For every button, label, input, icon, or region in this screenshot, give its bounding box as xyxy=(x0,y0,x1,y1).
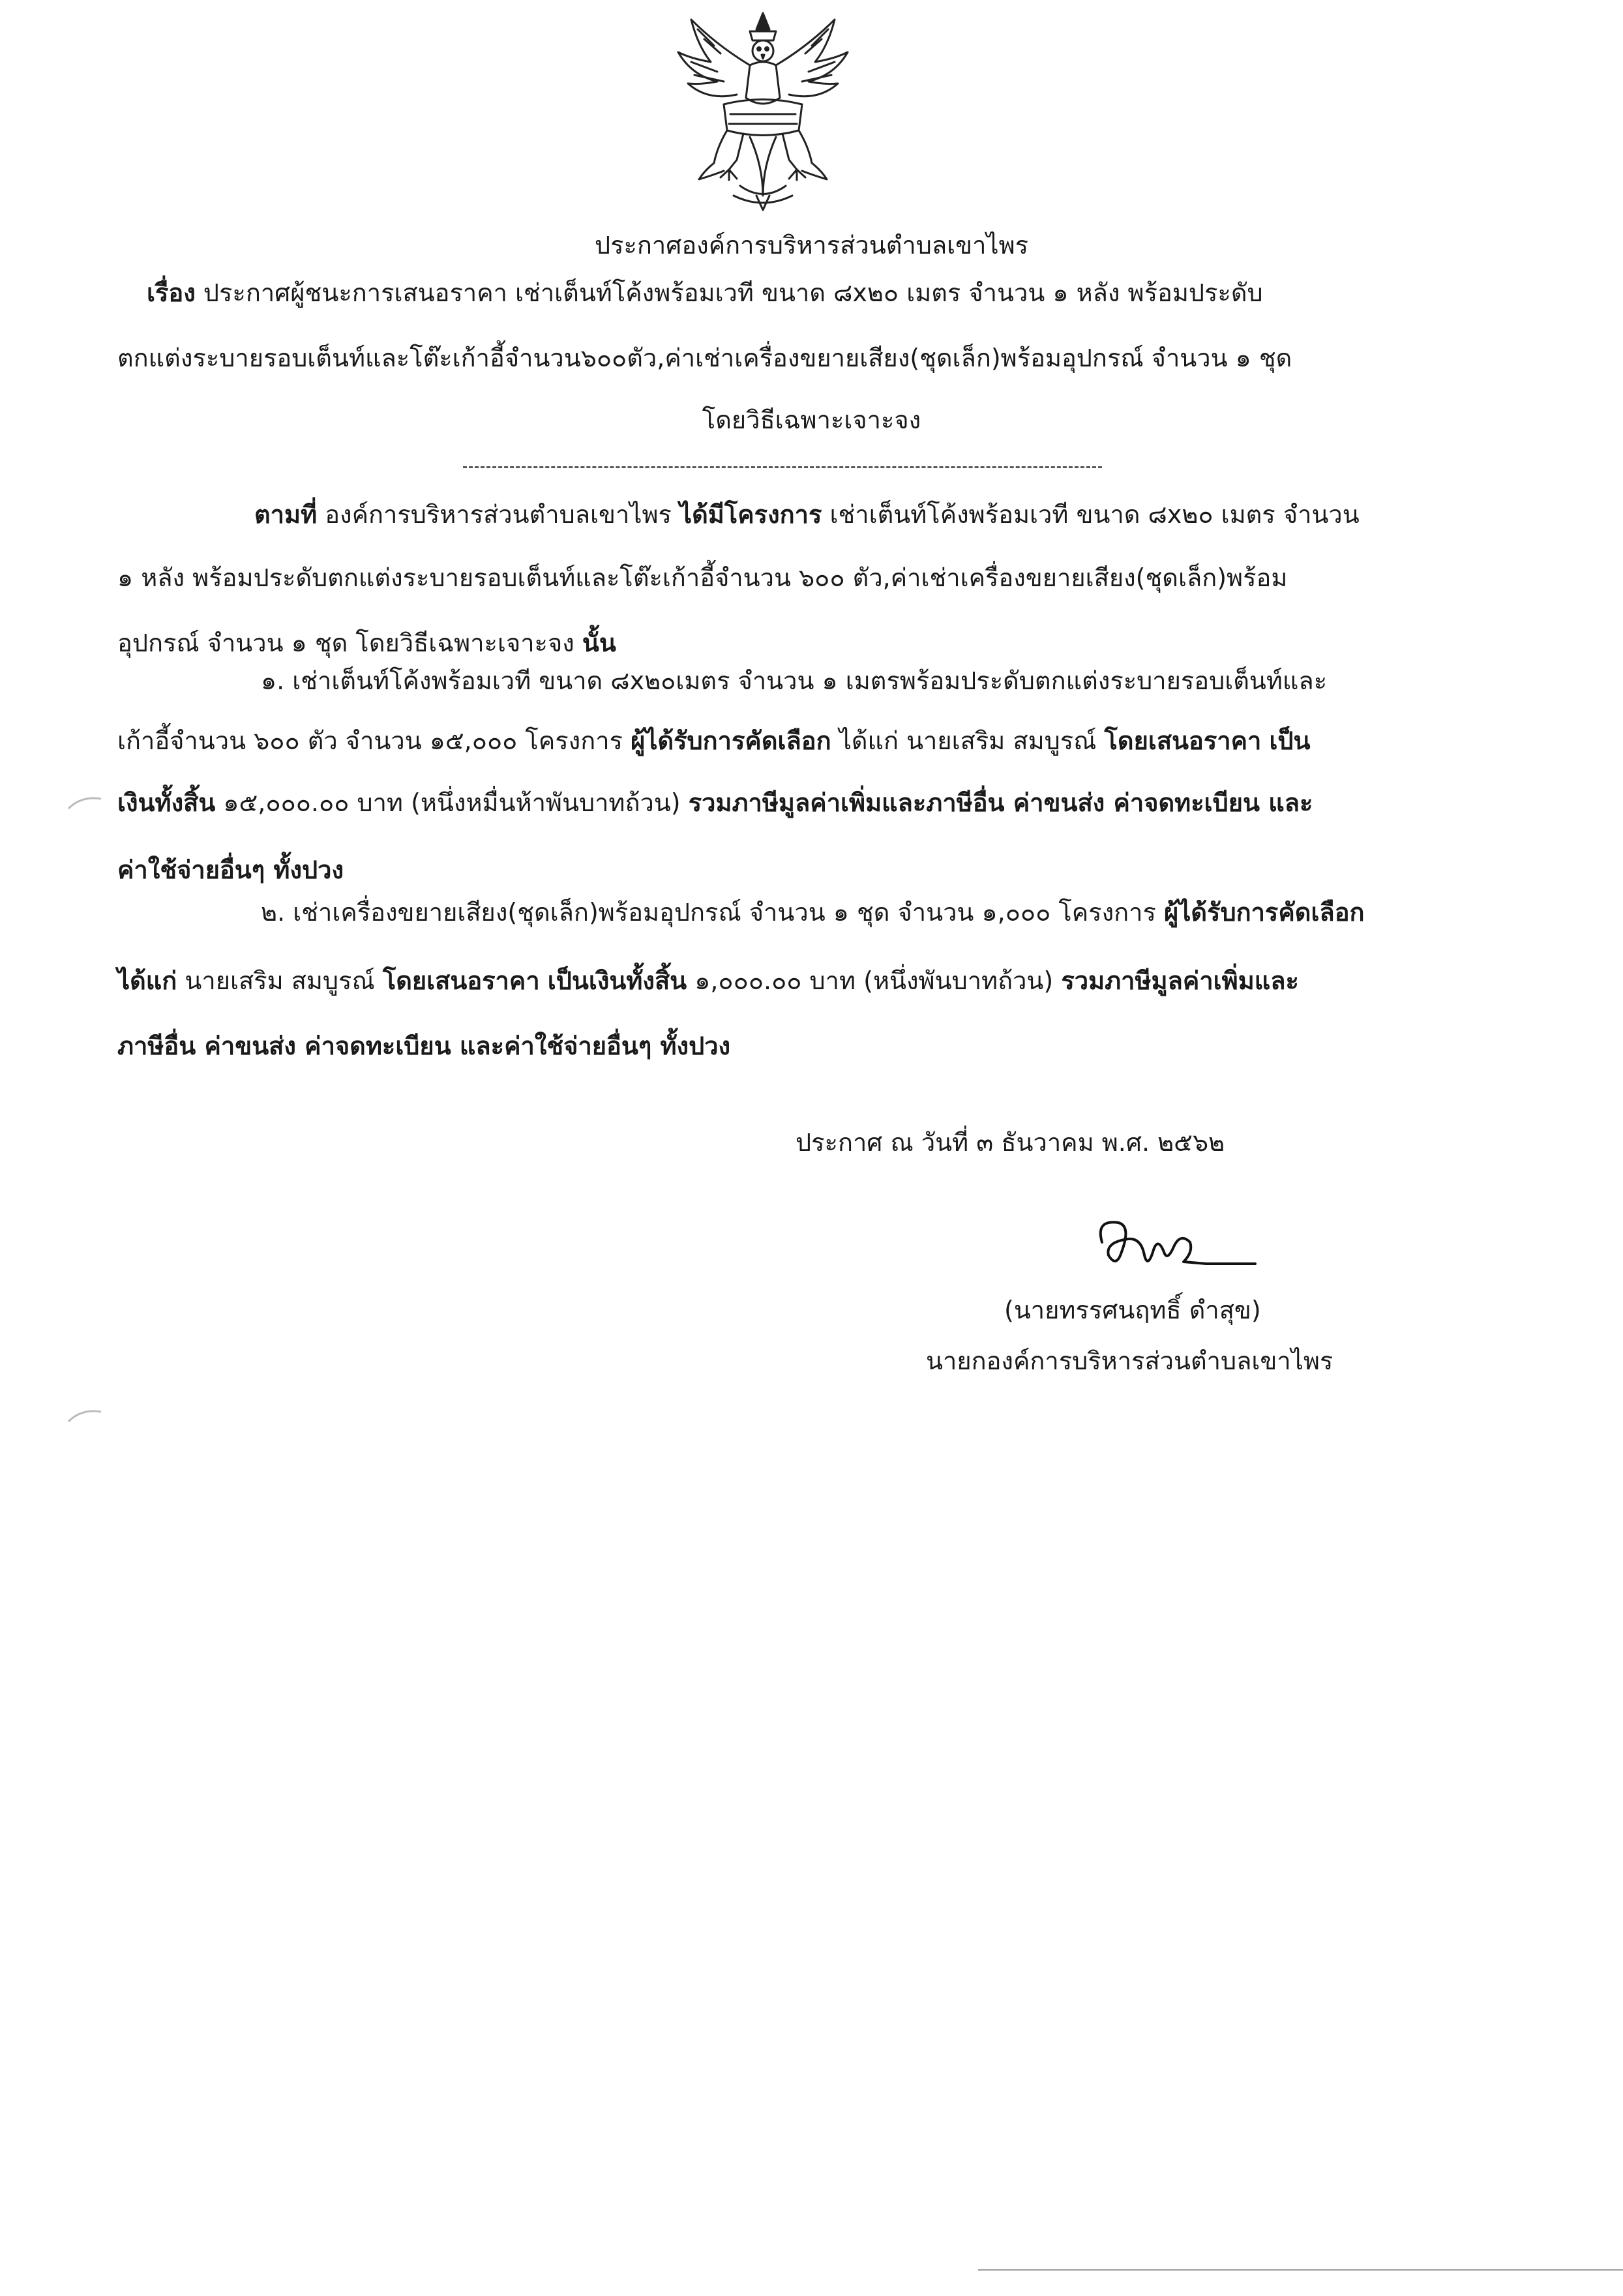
intro-line-2: ๑ หลัง พร้อมประดับตกแต่งระบายรอบเต็นท์และโต๊ะเก้าอี้จำนวน ๖๐๐ ตัว,ค่าเช่าเครื่องขยายเสียง(ชุดเล็ก)พร้อม xyxy=(117,563,1288,592)
item1-tax-note: รวมภาษีมูลค่าเพิ่มและภาษีอื่น ค่าขนส่ง ค่าจดทะเบียน และ xyxy=(688,788,1313,817)
item1-total-label: เงินทั้งสิ้น xyxy=(117,788,216,817)
punch-mark-icon xyxy=(65,792,104,812)
scan-edge-line xyxy=(978,2269,1623,2271)
item2-got-label: ได้แก่ xyxy=(117,966,177,995)
garuda-emblem-icon xyxy=(652,0,874,215)
item2-line-2 xyxy=(117,965,1299,997)
intro-end: นั้น xyxy=(582,629,616,657)
signer-name: (นายทรรศนฤทธิ์ ดำสุข) xyxy=(1004,1296,1261,1324)
subject-label: เรื่อง xyxy=(147,278,196,307)
item1-line-1: ๑. เช่าเต็นท์โค้งพร้อมเวที ขนาด ๘x๒๐เมตร จำนวน ๑ เมตรพร้อมประดับตกแต่งระบายรอบเต็นท์และ xyxy=(261,666,1328,695)
item2-bid-label: โดยเสนอราคา xyxy=(382,966,540,995)
intro-label: ตามที่ xyxy=(254,500,318,529)
item1-line-2 xyxy=(117,725,1311,757)
announce-date: ๓ ธันวาคม พ.ศ. ๒๕๖๒ xyxy=(976,1128,1225,1157)
item2-amount: ๑,๐๐๐.๐๐ บาท (หนึ่งพันบาทถ้วน) xyxy=(694,966,1054,995)
item2-tax-note: รวมภาษีมูลค่าเพิ่มและ xyxy=(1061,966,1299,995)
item1-winner-label: ผู้ได้รับการคัดเลือก xyxy=(631,726,831,755)
item2-winner-label: ผู้ได้รับการคัดเลือก xyxy=(1164,898,1365,927)
item2-winner: นายเสริม สมบูรณ์ xyxy=(185,966,375,995)
item1-desc: เก้าอี้จำนวน ๖๐๐ ตัว จำนวน ๑๕,๐๐๐ โครงการ xyxy=(117,726,623,755)
item1-bid-label: โดยเสนอราคา xyxy=(1104,726,1262,755)
item1-be-label: เป็น xyxy=(1269,726,1311,755)
announce-date-line xyxy=(796,1127,1225,1159)
item1-line-3 xyxy=(117,787,1313,819)
item1-amount: ๑๕,๐๐๐.๐๐ บาท (หนึ่งหมื่นห้าพันบาทถ้วน) xyxy=(223,788,681,817)
item1-winner: ได้แก่ นายเสริม สมบูรณ์ xyxy=(839,726,1097,755)
subject-text-1: ประกาศผู้ชนะการเสนอราคา เช่าเต็นท์โค้งพร้อมเวที ขนาด ๘x๒๐ เมตร จำนวน ๑ หลัง พร้อมประดับ xyxy=(203,278,1263,307)
intro-project-label: ได้มีโครงการ xyxy=(679,500,822,529)
item2-desc: ๒. เช่าเครื่องขยายเสียง(ชุดเล็ก)พร้อมอุปกรณ์ จำนวน ๑ ชุด จำนวน ๑,๐๐๐ โครงการ xyxy=(261,898,1156,927)
punch-mark-icon xyxy=(65,1405,104,1425)
intro-project: เช่าเต็นท์โค้งพร้อมเวที ขนาด ๘x๒๐ เมตร จำนวน xyxy=(829,500,1360,529)
item2-total-label: เป็นเงินทั้งสิ้น xyxy=(547,966,687,995)
intro-line-1 xyxy=(254,499,1360,531)
subject-line-3: โดยวิธีเฉพาะเจาะจง xyxy=(702,406,921,434)
section-divider xyxy=(463,466,1102,468)
item1-line-4: ค่าใช้จ่ายอื่นๆ ทั้งปวง xyxy=(117,856,344,884)
signature-mark xyxy=(1082,1206,1265,1285)
announcement-title: ประกาศองค์การบริหารส่วนตำบลเขาไพร xyxy=(594,231,1029,260)
announce-label: ประกาศ ณ วันที่ xyxy=(796,1128,969,1157)
signer-title: นายกองค์การบริหารส่วนตำบลเขาไพร xyxy=(926,1347,1333,1375)
subject-line-2: ตกแต่งระบายรอบเต็นท์และโต๊ะเก้าอี้จำนวน๖๐๐ตัว,ค่าเช่าเครื่องขยายเสียง(ชุดเล็ก)พร้อมอุปกรณ์ จำนวน ๑ ชุด xyxy=(117,344,1292,372)
item2-line-1 xyxy=(261,897,1365,929)
intro-method: อุปกรณ์ จำนวน ๑ ชุด โดยวิธีเฉพาะเจาะจง xyxy=(117,629,574,657)
subject-line-1 xyxy=(147,277,1263,309)
item2-line-3: ภาษีอื่น ค่าขนส่ง ค่าจดทะเบียน และค่าใช้จ่ายอื่นๆ ทั้งปวง xyxy=(117,1032,731,1060)
intro-line-3 xyxy=(117,627,616,659)
intro-org: องค์การบริหารส่วนตำบลเขาไพร xyxy=(325,500,672,529)
